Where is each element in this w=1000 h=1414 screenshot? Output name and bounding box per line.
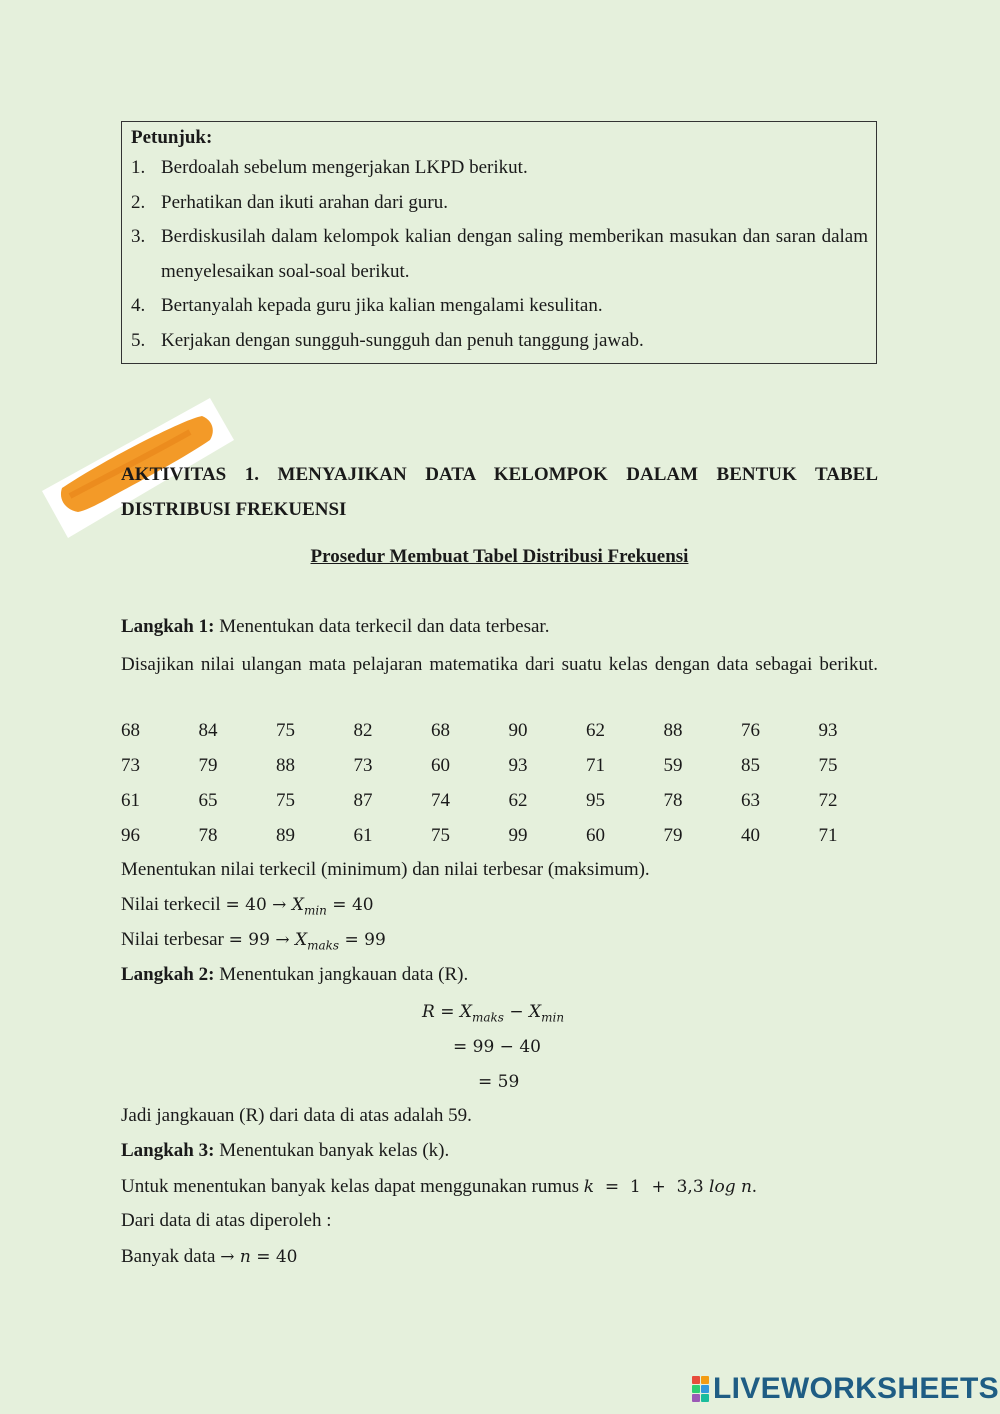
min-value-line: Nilai terkecil = $40 \to X_{min} = 40$ — [121, 894, 374, 918]
step3-text: Menentukan banyak kelas (k). — [214, 1140, 450, 1161]
step2-label: Langkah 2: — [121, 964, 215, 985]
n-value-line: Banyak data → n = 40 — [121, 1246, 298, 1267]
range-formula: $R = X_{maks} - X_{min}$ — [422, 1002, 565, 1025]
logo-block — [692, 1394, 700, 1402]
activity-heading — [121, 457, 878, 527]
logo-block — [701, 1376, 709, 1384]
instruction-item: 1. Berdoalah sebelum mengerjakan LKPD berikut. — [131, 157, 528, 178]
data-row: 68 84 75 82 68 90 62 88 76 93 — [121, 720, 838, 741]
instructions-title: Petunjuk: — [131, 127, 213, 148]
instruction-item: 4. Bertanyalah kepada guru jika kalian mengalami kesulitan. — [131, 295, 603, 317]
range-calc-subtraction: = 99 − 40 — [453, 1037, 541, 1057]
logo-blocks-icon — [692, 1376, 709, 1402]
data-row: 61 65 75 87 74 62 95 78 63 72 — [121, 790, 838, 811]
step1-text: Menentukan data terkecil dan data terbesar. — [214, 616, 550, 637]
step1-line — [121, 612, 878, 642]
max-value-line: Nilai terbesar = $99 \to X_{maks} = 99$ — [121, 929, 386, 953]
instruction-item: 5. Kerjakan dengan sungguh-sungguh dan penuh tanggung jawab. — [131, 329, 644, 351]
procedure-subtitle: Prosedur Membuat Tabel Distribusi Frekuensi — [310, 546, 689, 567]
logo-text: LIVEWORKSHEETS — [713, 1372, 999, 1405]
range-conclusion: Jadi jangkauan (R) dari data di atas adalah 59. — [121, 1105, 472, 1126]
logo-block — [692, 1376, 700, 1384]
instructions-list — [131, 151, 868, 359]
class-formula-line: Untuk menentukan banyak kelas dapat menggunakan rumus k = 1 + 3,3 log n. — [121, 1176, 757, 1197]
instruction-item: 3. Berdiskusilah dalam kelompok kalian dengan saling memberikan masukan dan saran dalam menyelesaikan soal-soal berikut. — [131, 226, 868, 282]
step1-label: Langkah 1: — [121, 616, 215, 637]
liveworksheets-logo — [692, 1372, 999, 1406]
activity-heading-line1: AKTIVITAS 1. MENYAJIKAN DATA KELOMPOK DALAM BENTUK TABEL — [121, 464, 878, 485]
step2-text: Menentukan jangkauan data (R). — [214, 964, 469, 985]
range-calc-result: = 59 — [478, 1072, 520, 1092]
min-max-text: Menentukan nilai terkecil (minimum) dan nilai terbesar (maksimum). — [121, 859, 650, 880]
logo-block — [701, 1385, 709, 1393]
step1-intro: Disajikan nilai ulangan mata pelajaran matematika dari suatu kelas dengan data sebagai berikut. — [121, 654, 878, 675]
data-row: 96 78 89 61 75 99 60 79 40 71 — [121, 825, 838, 846]
logo-block — [692, 1385, 700, 1393]
logo-block — [701, 1394, 709, 1402]
from-data-line: Dari data di atas diperoleh : — [121, 1210, 332, 1231]
step2-line — [121, 960, 878, 990]
data-row: 73 79 88 73 60 93 71 59 85 75 — [121, 755, 838, 776]
instructions-box — [121, 121, 877, 364]
step3-line — [121, 1136, 878, 1166]
data-table — [121, 716, 896, 856]
step3-label: Langkah 3: — [121, 1140, 215, 1161]
activity-heading-line2: DISTRIBUSI FREKUENSI — [121, 499, 347, 520]
instruction-item: 2. Perhatikan dan ikuti arahan dari guru. — [131, 191, 449, 213]
